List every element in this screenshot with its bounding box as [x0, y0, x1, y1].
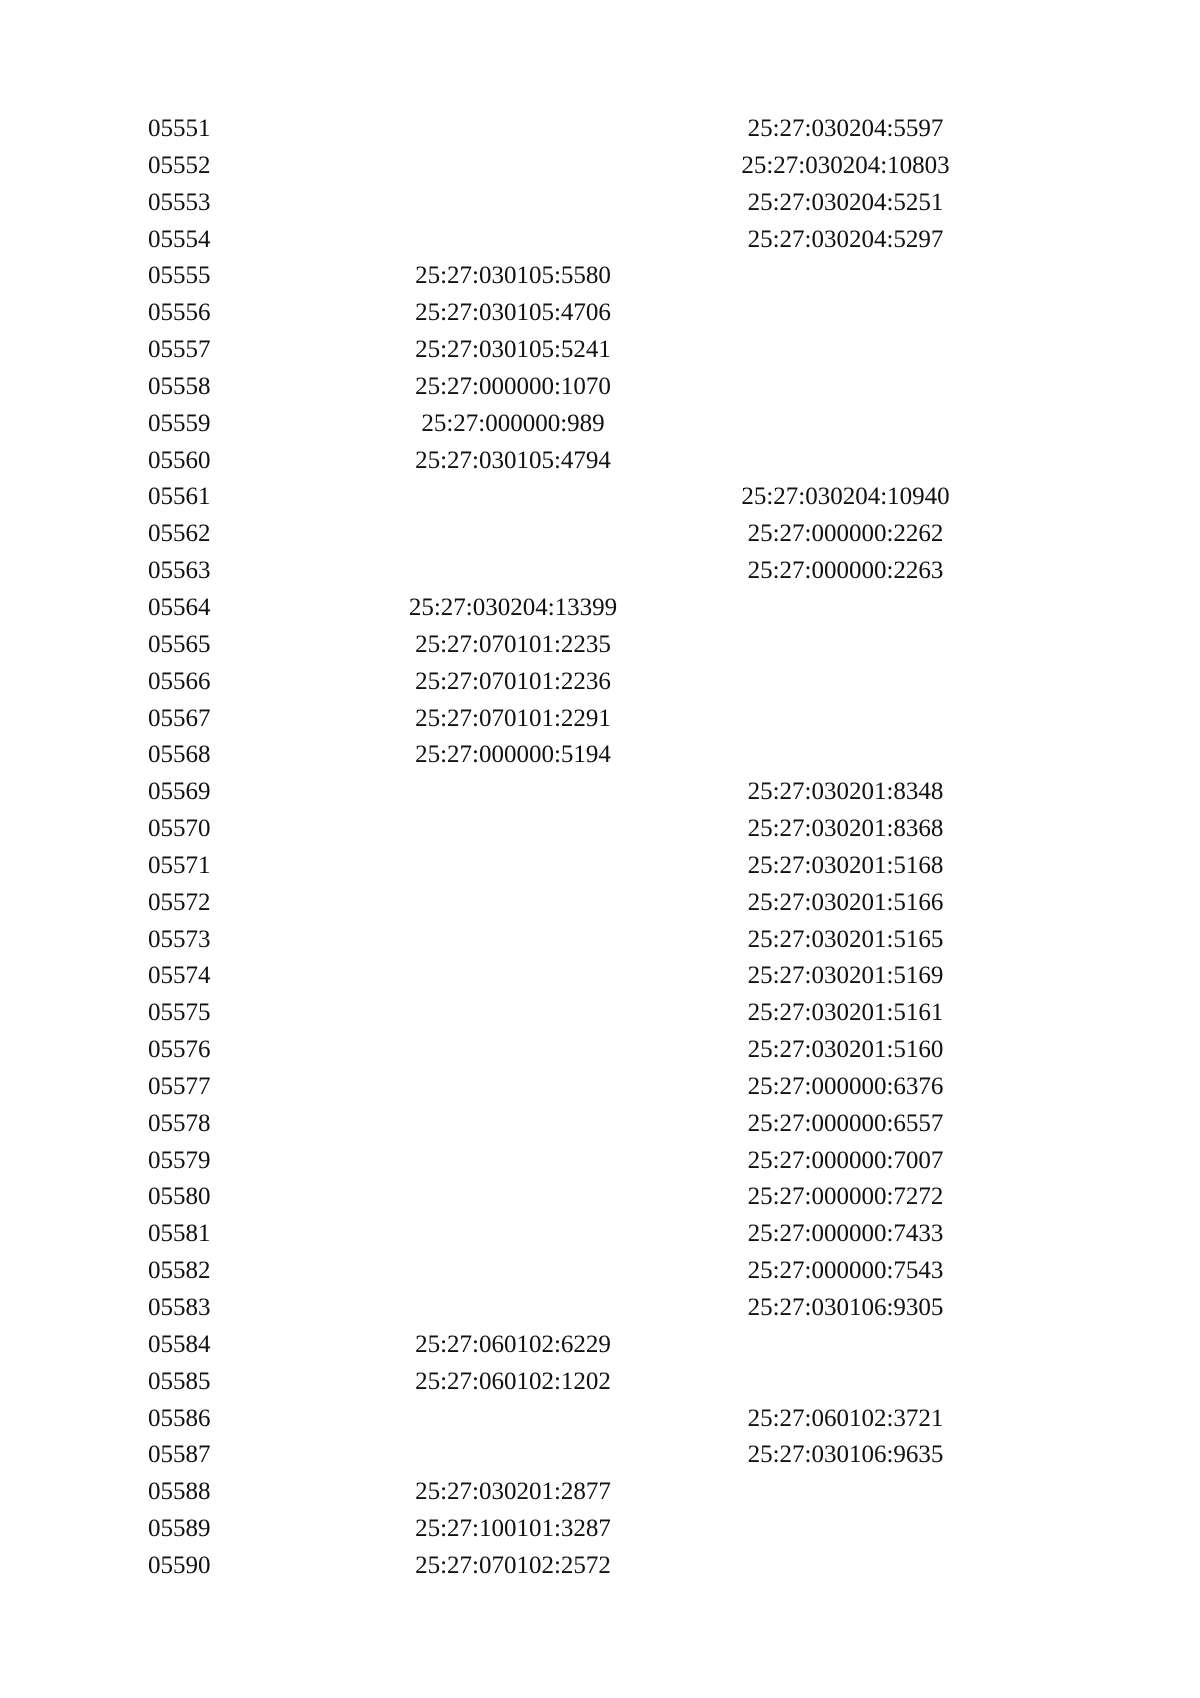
cadastral-number-right: 25:27:030204:5597 [747, 115, 944, 142]
cadastral-number-left: 25:27:000000:1070 [415, 372, 611, 400]
cadastral-number-left: 25:27:070101:2236 [415, 667, 611, 695]
cadastral-number-right: 25:27:030204:10803 [741, 151, 950, 179]
cadastral-number-left: 25:27:060102:6229 [415, 1330, 611, 1358]
table-row [148, 811, 978, 848]
row-number: 05573 [148, 925, 211, 953]
cadastral-number-left: 25:27:060102:1202 [415, 1367, 611, 1395]
cadastral-number-left: 25:27:100101:3287 [415, 1515, 611, 1543]
row-number: 05588 [148, 1478, 211, 1506]
table-row [148, 995, 978, 1032]
row-number: 05575 [148, 999, 211, 1027]
cadastral-number-right: 25:27:000000:7543 [747, 1257, 944, 1285]
row-number: 05578 [148, 1109, 211, 1137]
table-row [148, 885, 978, 922]
cadastral-number-left: 25:27:030105:4794 [415, 446, 611, 474]
row-number: 05552 [148, 151, 211, 179]
row-number: 05585 [148, 1367, 211, 1395]
cadastral-number-right: 25:27:030201:5168 [747, 851, 944, 879]
table-row [148, 737, 978, 774]
table-row [148, 1327, 978, 1364]
cadastral-number-left: 25:27:030105:5580 [415, 262, 611, 290]
registry-table [148, 111, 978, 1585]
cadastral-number-right: 25:27:030106:9635 [747, 1441, 944, 1469]
table-row [148, 922, 978, 959]
row-number: 05579 [148, 1146, 211, 1174]
table-row [148, 479, 978, 516]
table-row [148, 369, 978, 406]
cadastral-number-left: 25:27:030201:2877 [415, 1478, 611, 1506]
row-number: 05564 [148, 593, 211, 621]
table-row [148, 1179, 978, 1216]
table-row [148, 1216, 978, 1253]
row-number: 05576 [148, 1036, 211, 1064]
cadastral-number-right: 25:27:030204:5251 [747, 188, 944, 216]
table-row [148, 958, 978, 995]
row-number: 05577 [148, 1072, 211, 1100]
cadastral-number-right: 25:27:030106:9305 [747, 1294, 944, 1321]
cadastral-number-left: 25:27:000000:5194 [415, 741, 611, 769]
cadastral-number-right: 25:27:030201:8368 [747, 815, 944, 843]
cadastral-number-left: 25:27:030204:13399 [408, 593, 618, 621]
row-number: 05555 [148, 262, 211, 290]
row-number: 05559 [148, 409, 211, 437]
table-row [148, 1511, 978, 1548]
table-row [148, 516, 978, 553]
cadastral-number-right: 25:27:030201:8348 [747, 778, 944, 806]
row-number: 05561 [148, 483, 211, 511]
row-number: 05590 [148, 1551, 211, 1579]
row-number: 05554 [148, 225, 211, 253]
row-number: 05587 [148, 1441, 211, 1469]
cadastral-number-right: 25:27:000000:7272 [747, 1183, 944, 1211]
row-number: 05562 [148, 520, 211, 548]
row-number: 05589 [148, 1515, 211, 1543]
cadastral-number-left: 25:27:070101:2291 [415, 704, 611, 732]
row-number: 05572 [148, 888, 211, 916]
row-number: 05558 [148, 372, 211, 400]
row-number: 05551 [148, 115, 211, 142]
row-number: 05568 [148, 741, 211, 769]
table-row [148, 111, 978, 148]
cadastral-number-left: 25:27:030105:4706 [415, 299, 611, 327]
row-number: 05563 [148, 557, 211, 585]
row-number: 05583 [148, 1294, 211, 1321]
row-number: 05553 [148, 188, 211, 216]
cadastral-number-right: 25:27:000000:6557 [747, 1109, 944, 1137]
table-row [148, 295, 978, 332]
table-row [148, 406, 978, 443]
table-row [148, 590, 978, 627]
table-row [148, 701, 978, 738]
row-number: 05560 [148, 446, 211, 474]
row-number: 05557 [148, 336, 211, 364]
row-number: 05556 [148, 299, 211, 327]
table-row [148, 1548, 978, 1585]
row-number: 05570 [148, 815, 211, 843]
table-row [148, 1106, 978, 1143]
row-number: 05574 [148, 962, 211, 990]
cadastral-number-left: 25:27:070102:2572 [415, 1551, 611, 1579]
table-row [148, 443, 978, 480]
cadastral-number-left: 25:27:030105:5241 [415, 336, 611, 364]
cadastral-number-right: 25:27:000000:7007 [747, 1146, 944, 1174]
cadastral-number-right: 25:27:000000:2263 [747, 557, 944, 585]
row-number: 05586 [148, 1404, 211, 1432]
cadastral-number-right: 25:27:030204:5297 [747, 225, 944, 253]
table-row [148, 1032, 978, 1069]
table-row [148, 258, 978, 295]
table-row [148, 148, 978, 185]
row-number: 05569 [148, 778, 211, 806]
row-number: 05584 [148, 1330, 211, 1358]
row-number: 05571 [148, 851, 211, 879]
table-row [148, 1474, 978, 1511]
table-row [148, 1290, 978, 1327]
row-number: 05580 [148, 1183, 211, 1211]
cadastral-number-left: 25:27:070101:2235 [415, 630, 611, 658]
cadastral-number-left: 25:27:000000:989 [421, 409, 605, 437]
table-row [148, 848, 978, 885]
row-number: 05582 [148, 1257, 211, 1285]
table-row [148, 1437, 978, 1474]
cadastral-number-right: 25:27:030201:5160 [747, 1036, 944, 1064]
table-row [148, 1143, 978, 1180]
table-row [148, 332, 978, 369]
table-row [148, 774, 978, 811]
table-row [148, 1401, 978, 1438]
table-row [148, 1364, 978, 1401]
row-number: 05566 [148, 667, 211, 695]
table-row [148, 553, 978, 590]
table-row [148, 627, 978, 664]
cadastral-number-right: 25:27:000000:7433 [747, 1220, 944, 1248]
cadastral-number-right: 25:27:030201:5161 [747, 999, 944, 1027]
cadastral-number-right: 25:27:030204:10940 [741, 483, 950, 511]
cadastral-number-right: 25:27:000000:6376 [747, 1072, 944, 1100]
table-row [148, 185, 978, 222]
cadastral-number-right: 25:27:030201:5166 [747, 888, 944, 916]
cadastral-number-right: 25:27:000000:2262 [747, 520, 944, 548]
row-number: 05565 [148, 630, 211, 658]
row-number: 05567 [148, 704, 211, 732]
cadastral-number-right: 25:27:030201:5169 [747, 962, 944, 990]
table-row [148, 664, 978, 701]
row-number: 05581 [148, 1220, 211, 1248]
cadastral-number-right: 25:27:030201:5165 [747, 925, 944, 953]
table-row [148, 222, 978, 259]
cadastral-number-right: 25:27:060102:3721 [747, 1404, 944, 1432]
table-row [148, 1253, 978, 1290]
table-row [148, 1069, 978, 1106]
